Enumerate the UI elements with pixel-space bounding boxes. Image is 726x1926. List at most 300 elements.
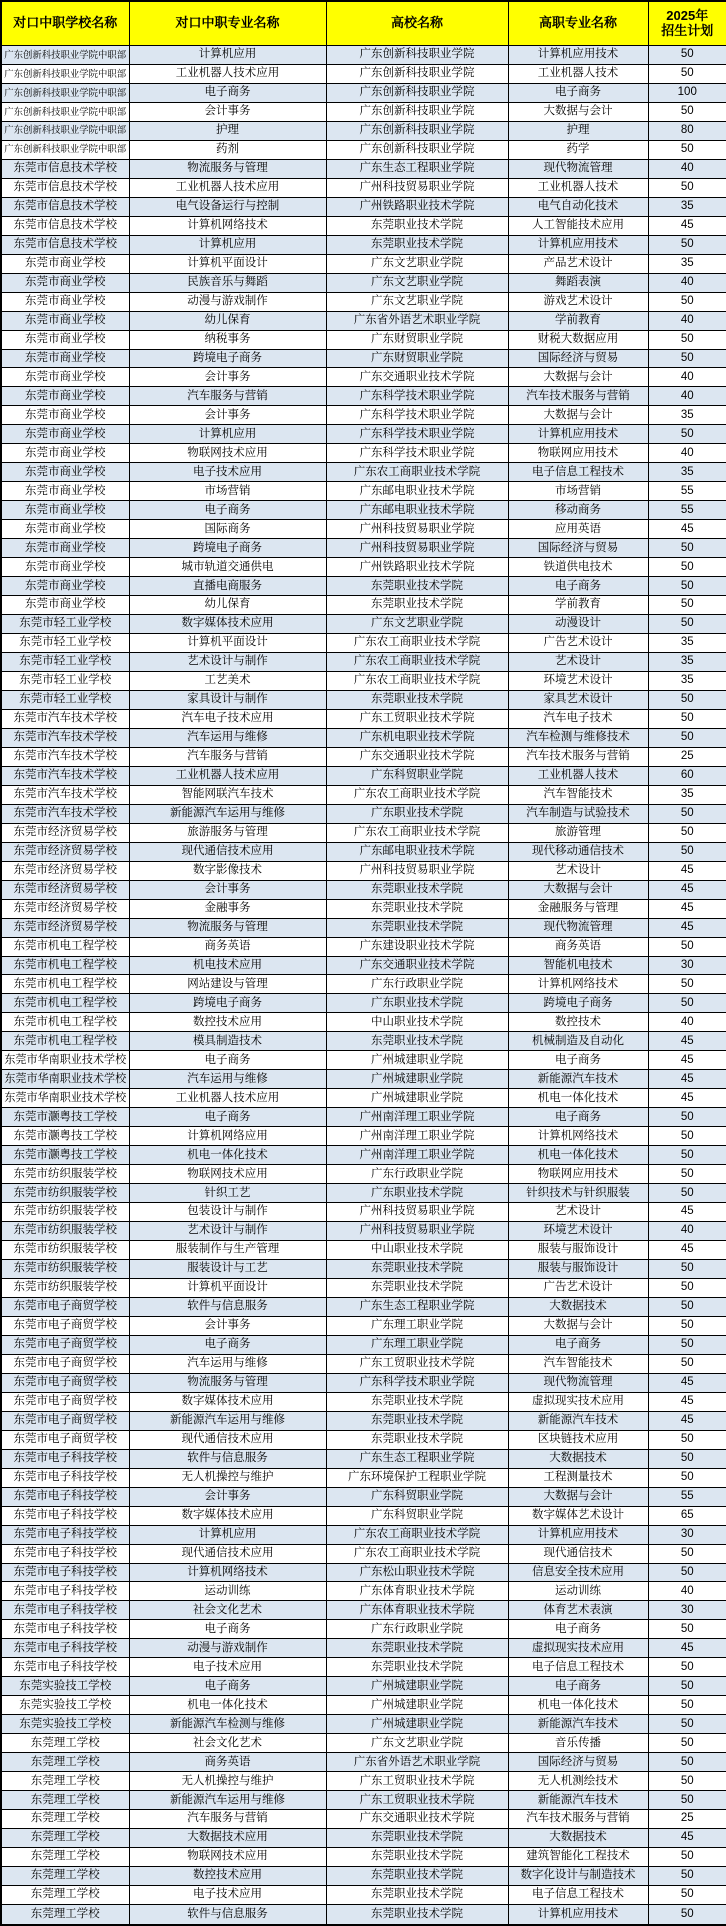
cell-plan-count: 50 [648,994,726,1013]
table-row [1,1108,726,1127]
cell-college-major: 物联网应用技术 [508,444,648,463]
table-row [1,1241,726,1260]
cell-college-major: 国际经济与贸易 [508,349,648,368]
cell-school-name: 东莞市华南职业技术学校 [1,1089,129,1108]
cell-college-major: 汽车制造与试验技术 [508,804,648,823]
cell-college-name: 广东交通职业技术学院 [326,1810,508,1829]
cell-plan-count: 40 [648,1222,726,1241]
cell-school-name: 东莞市纺织服装学校 [1,1184,129,1203]
cell-college-name: 广东农工商职业技术学院 [326,463,508,482]
cell-plan-count: 30 [648,1525,726,1544]
cell-college-major: 运动训练 [508,1582,648,1601]
cell-school-name: 东莞市灏粤技工学校 [1,1108,129,1127]
cell-plan-count: 40 [648,311,726,330]
cell-college-name: 广州科技贸易职业学院 [326,861,508,880]
cell-secondary-major: 幼儿保育 [129,311,326,330]
cell-plan-count: 50 [648,577,726,596]
cell-school-name: 东莞市电子科技学校 [1,1620,129,1639]
cell-school-name: 东莞市商业学校 [1,463,129,482]
cell-school-name: 东莞市商业学校 [1,577,129,596]
cell-college-name: 广东文艺职业学院 [326,615,508,634]
cell-secondary-major: 民族音乐与舞蹈 [129,273,326,292]
cell-college-name: 广东科学技术职业学院 [326,1373,508,1392]
cell-college-major: 学前教育 [508,596,648,615]
cell-secondary-major: 电子技术应用 [129,463,326,482]
cell-college-major: 财税大数据应用 [508,330,648,349]
cell-college-major: 计算机应用技术 [508,1904,648,1925]
table-row [1,330,726,349]
cell-college-major: 产品艺术设计 [508,254,648,273]
cell-secondary-major: 工艺美术 [129,671,326,690]
cell-college-name: 广东科学技术职业学院 [326,444,508,463]
cell-school-name: 东莞理工学校 [1,1753,129,1772]
table-row [1,1639,726,1658]
cell-plan-count: 50 [648,46,726,65]
cell-college-name: 东莞职业技术学院 [326,1392,508,1411]
cell-school-name: 东莞市汽车技术学校 [1,728,129,747]
cell-college-name: 东莞职业技术学院 [326,577,508,596]
cell-college-major: 汽车智能技术 [508,785,648,804]
cell-college-name: 广东创新科技职业学院 [326,46,508,65]
cell-college-major: 物联网应用技术 [508,1165,648,1184]
cell-college-major: 艺术设计 [508,653,648,672]
cell-college-name: 广东农工商职业技术学院 [326,634,508,653]
cell-college-name: 广东工贸职业技术学院 [326,709,508,728]
cell-secondary-major: 社会文化艺术 [129,1601,326,1620]
cell-college-name: 广东文艺职业学院 [326,273,508,292]
cell-school-name: 东莞市电子商贸学校 [1,1392,129,1411]
cell-college-name: 广东创新科技职业学院 [326,64,508,83]
cell-secondary-major: 会计事务 [129,1487,326,1506]
cell-plan-count: 50 [648,1316,726,1335]
cell-college-major: 现代移动通信技术 [508,842,648,861]
cell-college-name: 广东创新科技职业学院 [326,140,508,159]
cell-college-major: 工业机器人技术 [508,64,648,83]
cell-plan-count: 50 [648,1885,726,1904]
cell-school-name: 东莞市电子商贸学校 [1,1316,129,1335]
cell-school-name: 东莞市商业学校 [1,273,129,292]
cell-secondary-major: 旅游服务与管理 [129,823,326,842]
cell-college-name: 广州城建职业学院 [326,1715,508,1734]
cell-school-name: 广东创新科技职业学院中职部 [1,140,129,159]
cell-secondary-major: 跨境电子商务 [129,349,326,368]
cell-college-name: 广东农工商职业技术学院 [326,671,508,690]
table-row [1,1184,726,1203]
cell-college-name: 广州城建职业学院 [326,1070,508,1089]
cell-school-name: 东莞市商业学校 [1,539,129,558]
cell-plan-count: 50 [648,1734,726,1753]
cell-college-name: 广州科技贸易职业学院 [326,178,508,197]
table-row [1,387,726,406]
cell-secondary-major: 艺术设计与制作 [129,653,326,672]
cell-college-major: 智能机电技术 [508,956,648,975]
table-row [1,899,726,918]
cell-college-name: 广东交通职业技术学院 [326,956,508,975]
cell-secondary-major: 软件与信息服务 [129,1297,326,1316]
table-row [1,728,726,747]
cell-college-major: 电子商务 [508,1335,648,1354]
cell-plan-count: 45 [648,899,726,918]
cell-college-major: 汽车技术服务与营销 [508,387,648,406]
table-row [1,1316,726,1335]
cell-plan-count: 35 [648,671,726,690]
table-row [1,861,726,880]
table-row [1,235,726,254]
cell-school-name: 东莞市经济贸易学校 [1,899,129,918]
cell-school-name: 东莞市信息技术学校 [1,235,129,254]
cell-college-major: 学前教育 [508,311,648,330]
cell-school-name: 东莞理工学校 [1,1904,129,1925]
cell-college-name: 广东生态工程职业学院 [326,1297,508,1316]
cell-college-major: 新能源汽车技术 [508,1791,648,1810]
cell-secondary-major: 新能源汽车运用与维修 [129,1411,326,1430]
cell-college-name: 广东工贸职业技术学院 [326,1772,508,1791]
cell-college-name: 广东农工商职业技术学院 [326,785,508,804]
cell-college-name: 东莞职业技术学院 [326,1430,508,1449]
cell-secondary-major: 数控技术应用 [129,1867,326,1886]
table-row [1,273,726,292]
cell-school-name: 东莞市汽车技术学校 [1,747,129,766]
cell-secondary-major: 计算机平面设计 [129,1278,326,1297]
cell-college-name: 广东省外语艺术职业学院 [326,1753,508,1772]
cell-plan-count: 50 [648,1430,726,1449]
table-row [1,1677,726,1696]
cell-secondary-major: 计算机平面设计 [129,254,326,273]
cell-school-name: 东莞市机电工程学校 [1,1013,129,1032]
cell-plan-count: 50 [648,1354,726,1373]
cell-college-major: 环境艺术设计 [508,1222,648,1241]
cell-college-name: 广东松山职业技术学院 [326,1563,508,1582]
cell-college-major: 建筑智能化工程技术 [508,1848,648,1867]
cell-school-name: 东莞市电子科技学校 [1,1639,129,1658]
cell-secondary-major: 新能源汽车运用与维修 [129,804,326,823]
cell-school-name: 东莞市商业学校 [1,520,129,539]
cell-plan-count: 50 [648,596,726,615]
cell-school-name: 东莞理工学校 [1,1848,129,1867]
cell-college-name: 广东文艺职业学院 [326,292,508,311]
cell-school-name: 东莞市纺织服装学校 [1,1165,129,1184]
cell-college-name: 广东科学技术职业学院 [326,406,508,425]
cell-secondary-major: 计算机应用 [129,235,326,254]
table-row [1,520,726,539]
cell-secondary-major: 动漫与游戏制作 [129,1639,326,1658]
table-row [1,1867,726,1886]
cell-college-major: 广告艺术设计 [508,1278,648,1297]
cell-college-name: 广东体育职业技术学院 [326,1601,508,1620]
cell-secondary-major: 电子商务 [129,83,326,102]
cell-college-major: 工业机器人技术 [508,766,648,785]
cell-school-name: 东莞市商业学校 [1,349,129,368]
cell-plan-count: 35 [648,785,726,804]
cell-plan-count: 50 [648,1127,726,1146]
table-row [1,1563,726,1582]
cell-school-name: 广东创新科技职业学院中职部 [1,121,129,140]
cell-secondary-major: 物流服务与管理 [129,918,326,937]
cell-college-name: 东莞职业技术学院 [326,1885,508,1904]
cell-school-name: 东莞市商业学校 [1,425,129,444]
cell-secondary-major: 现代通信技术应用 [129,842,326,861]
table-row [1,178,726,197]
cell-college-name: 广州城建职业学院 [326,1696,508,1715]
cell-college-major: 旅游管理 [508,823,648,842]
cell-secondary-major: 幼儿保育 [129,596,326,615]
cell-school-name: 东莞市电子科技学校 [1,1525,129,1544]
cell-school-name: 东莞市电子商贸学校 [1,1354,129,1373]
table-row [1,64,726,83]
cell-college-major: 电子信息工程技术 [508,1885,648,1904]
cell-college-major: 现代物流管理 [508,159,648,178]
cell-secondary-major: 商务英语 [129,937,326,956]
cell-college-major: 数字化设计与制造技术 [508,1867,648,1886]
cell-plan-count: 45 [648,1203,726,1222]
cell-school-name: 东莞市电子商贸学校 [1,1373,129,1392]
table-row [1,1753,726,1772]
cell-college-major: 电子信息工程技术 [508,1658,648,1677]
cell-plan-count: 30 [648,956,726,975]
table-row [1,823,726,842]
cell-secondary-major: 物联网技术应用 [129,1165,326,1184]
table-row [1,1582,726,1601]
column-header-5: 2025年 招生计划 [648,1,726,46]
table-row [1,615,726,634]
cell-plan-count: 65 [648,1506,726,1525]
table-row [1,46,726,65]
cell-college-major: 舞蹈表演 [508,273,648,292]
cell-plan-count: 80 [648,121,726,140]
cell-plan-count: 50 [648,690,726,709]
cell-college-major: 计算机应用技术 [508,46,648,65]
cell-plan-count: 60 [648,766,726,785]
cell-plan-count: 45 [648,1411,726,1430]
table-row [1,1696,726,1715]
cell-college-name: 广东邮电职业技术学院 [326,842,508,861]
cell-college-name: 中山职业技术学院 [326,1241,508,1260]
cell-school-name: 东莞市轻工业学校 [1,615,129,634]
cell-college-major: 体育艺术表演 [508,1601,648,1620]
cell-college-major: 无人机测绘技术 [508,1772,648,1791]
cell-school-name: 东莞市商业学校 [1,387,129,406]
cell-college-major: 电子商务 [508,83,648,102]
cell-plan-count: 50 [648,1753,726,1772]
cell-college-name: 广州铁路职业技术学院 [326,197,508,216]
cell-college-major: 电子商务 [508,1108,648,1127]
table-row [1,1051,726,1070]
cell-secondary-major: 汽车电子技术应用 [129,709,326,728]
cell-secondary-major: 会计事务 [129,368,326,387]
cell-college-name: 东莞职业技术学院 [326,235,508,254]
cell-school-name: 东莞实验技工学校 [1,1696,129,1715]
cell-school-name: 东莞市汽车技术学校 [1,804,129,823]
cell-college-name: 东莞职业技术学院 [326,1867,508,1886]
cell-secondary-major: 会计事务 [129,406,326,425]
cell-plan-count: 45 [648,1032,726,1051]
table-row [1,690,726,709]
table-row [1,1089,726,1108]
cell-plan-count: 50 [648,1146,726,1165]
table-row [1,918,726,937]
table-row [1,956,726,975]
cell-secondary-major: 针织工艺 [129,1184,326,1203]
cell-school-name: 东莞理工学校 [1,1791,129,1810]
cell-school-name: 东莞市机电工程学校 [1,975,129,994]
cell-college-name: 广东交通职业技术学院 [326,747,508,766]
cell-college-name: 广东理工职业学院 [326,1316,508,1335]
cell-college-major: 数控技术 [508,1013,648,1032]
cell-college-name: 东莞职业技术学院 [326,690,508,709]
cell-secondary-major: 汽车服务与营销 [129,387,326,406]
cell-college-major: 大数据技术 [508,1449,648,1468]
cell-secondary-major: 金融事务 [129,899,326,918]
table-row [1,975,726,994]
cell-plan-count: 40 [648,159,726,178]
table-row [1,1354,726,1373]
cell-plan-count: 35 [648,653,726,672]
cell-college-major: 机械制造及自动化 [508,1032,648,1051]
cell-college-major: 电子信息工程技术 [508,463,648,482]
cell-college-name: 广东农工商职业技术学院 [326,653,508,672]
cell-college-name: 广州科技贸易职业学院 [326,1222,508,1241]
cell-college-major: 国际经济与贸易 [508,539,648,558]
cell-school-name: 东莞市电子商贸学校 [1,1335,129,1354]
cell-college-major: 游戏艺术设计 [508,292,648,311]
cell-school-name: 东莞市电子商贸学校 [1,1411,129,1430]
cell-secondary-major: 护理 [129,121,326,140]
cell-school-name: 东莞理工学校 [1,1867,129,1886]
column-header-4: 高职专业名称 [508,1,648,46]
cell-secondary-major: 物联网技术应用 [129,1848,326,1867]
table-row [1,747,726,766]
cell-secondary-major: 数字媒体技术应用 [129,1506,326,1525]
cell-college-name: 广东创新科技职业学院 [326,102,508,121]
table-row [1,558,726,577]
cell-college-major: 大数据与会计 [508,1487,648,1506]
table-row [1,709,726,728]
cell-school-name: 东莞市华南职业技术学校 [1,1051,129,1070]
cell-college-name: 广州铁路职业技术学院 [326,558,508,577]
cell-secondary-major: 计算机应用 [129,425,326,444]
cell-plan-count: 50 [648,1563,726,1582]
cell-college-major: 汽车电子技术 [508,709,648,728]
table-row [1,311,726,330]
cell-secondary-major: 商务英语 [129,1753,326,1772]
cell-college-major: 大数据与会计 [508,880,648,899]
table-row [1,804,726,823]
cell-school-name: 东莞市电子科技学校 [1,1487,129,1506]
cell-school-name: 东莞市轻工业学校 [1,634,129,653]
table-row [1,1620,726,1639]
cell-college-name: 广东工贸职业技术学院 [326,1354,508,1373]
cell-college-major: 市场营销 [508,482,648,501]
cell-school-name: 东莞市经济贸易学校 [1,918,129,937]
cell-college-major: 现代通信技术 [508,1544,648,1563]
table-row [1,766,726,785]
cell-college-major: 铁道供电技术 [508,558,648,577]
table-row [1,1791,726,1810]
cell-school-name: 广东创新科技职业学院中职部 [1,102,129,121]
cell-college-name: 东莞职业技术学院 [326,918,508,937]
cell-plan-count: 50 [648,1165,726,1184]
cell-secondary-major: 工业机器人技术应用 [129,1089,326,1108]
cell-secondary-major: 软件与信息服务 [129,1449,326,1468]
cell-college-name: 广州城建职业学院 [326,1089,508,1108]
cell-secondary-major: 网站建设与管理 [129,975,326,994]
cell-college-name: 广东职业技术学院 [326,1184,508,1203]
cell-college-name: 东莞职业技术学院 [326,1904,508,1925]
cell-college-name: 广州城建职业学院 [326,1677,508,1696]
cell-college-major: 大数据技术 [508,1829,648,1848]
cell-college-major: 汽车技术服务与营销 [508,747,648,766]
cell-secondary-major: 数字影像技术 [129,861,326,880]
table-row [1,880,726,899]
cell-school-name: 东莞市纺织服装学校 [1,1203,129,1222]
cell-secondary-major: 物流服务与管理 [129,159,326,178]
cell-plan-count: 50 [648,1278,726,1297]
cell-plan-count: 30 [648,1601,726,1620]
cell-college-name: 广东省外语艺术职业学院 [326,311,508,330]
cell-plan-count: 45 [648,880,726,899]
cell-college-name: 广州科技贸易职业学院 [326,539,508,558]
cell-college-major: 大数据与会计 [508,368,648,387]
cell-plan-count: 50 [648,1108,726,1127]
cell-secondary-major: 无人机操控与维护 [129,1772,326,1791]
cell-secondary-major: 机电技术应用 [129,956,326,975]
cell-plan-count: 45 [648,216,726,235]
cell-college-major: 针织技术与针织服装 [508,1184,648,1203]
cell-plan-count: 50 [648,330,726,349]
cell-secondary-major: 计算机应用 [129,1525,326,1544]
cell-secondary-major: 药剂 [129,140,326,159]
cell-college-major: 大数据与会计 [508,1316,648,1335]
cell-secondary-major: 电子商务 [129,1677,326,1696]
cell-college-name: 广东农工商职业技术学院 [326,1544,508,1563]
cell-secondary-major: 包装设计与制作 [129,1203,326,1222]
cell-college-major: 电气自动化技术 [508,197,648,216]
cell-secondary-major: 服装设计与工艺 [129,1260,326,1279]
cell-secondary-major: 数字媒体技术应用 [129,615,326,634]
header-row [1,1,726,46]
table-row [1,1430,726,1449]
cell-college-major: 汽车技术服务与营销 [508,1810,648,1829]
cell-college-major: 商务英语 [508,937,648,956]
cell-plan-count: 40 [648,368,726,387]
cell-college-name: 广东体育职业技术学院 [326,1582,508,1601]
cell-college-name: 广州南洋理工职业学院 [326,1108,508,1127]
cell-college-name: 广东生态工程职业学院 [326,159,508,178]
cell-school-name: 东莞市经济贸易学校 [1,842,129,861]
cell-college-name: 广东行政职业学院 [326,1620,508,1639]
table-row [1,1658,726,1677]
cell-college-major: 机电一体化技术 [508,1089,648,1108]
cell-school-name: 东莞市汽车技术学校 [1,766,129,785]
cell-college-name: 东莞职业技术学院 [326,1829,508,1848]
cell-plan-count: 45 [648,1639,726,1658]
cell-school-name: 东莞实验技工学校 [1,1677,129,1696]
table-row [1,1392,726,1411]
cell-school-name: 东莞市商业学校 [1,406,129,425]
table-row [1,463,726,482]
cell-secondary-major: 计算机网络技术 [129,1563,326,1582]
table-row [1,1278,726,1297]
table-row [1,1146,726,1165]
cell-school-name: 东莞市轻工业学校 [1,671,129,690]
table-row [1,83,726,102]
cell-college-major: 环境艺术设计 [508,671,648,690]
cell-plan-count: 50 [648,539,726,558]
cell-secondary-major: 动漫与游戏制作 [129,292,326,311]
cell-college-name: 广东文艺职业学院 [326,254,508,273]
cell-secondary-major: 新能源汽车运用与维修 [129,1791,326,1810]
cell-school-name: 东莞市商业学校 [1,482,129,501]
